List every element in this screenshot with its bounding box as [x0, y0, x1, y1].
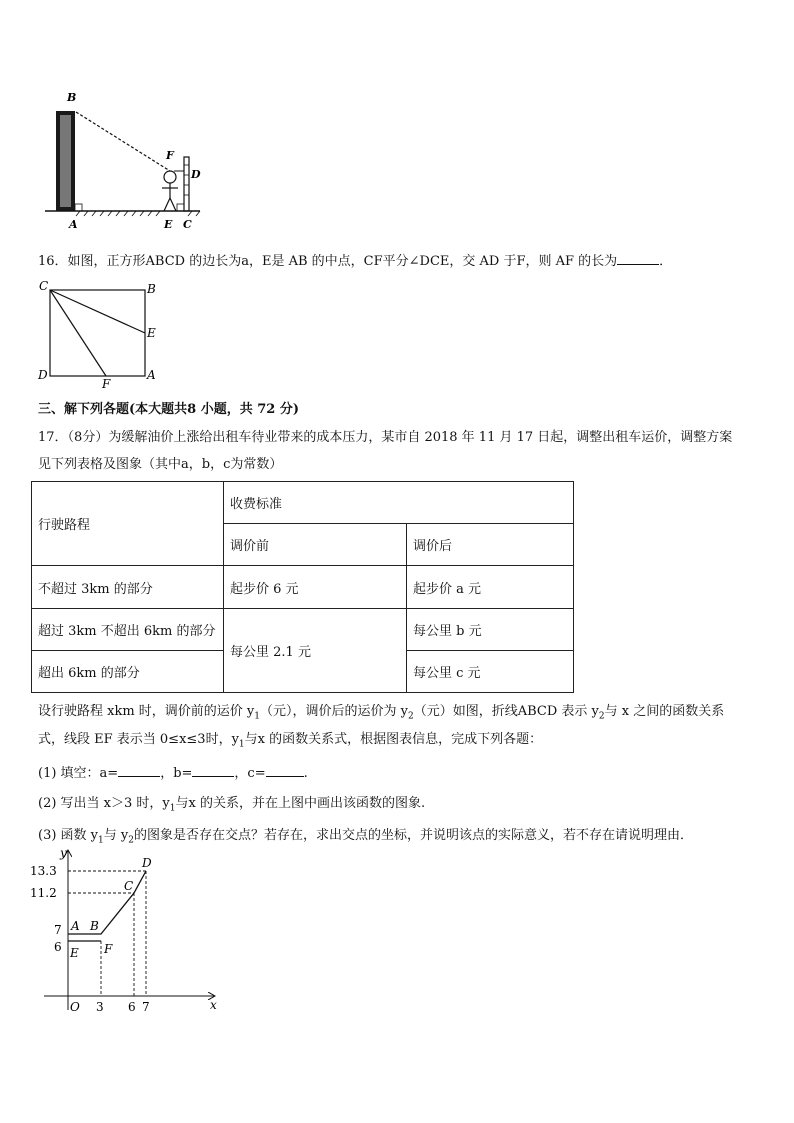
figure-building-shadow — [40, 85, 210, 235]
q17-line2: 见下列表格及图象（其中a，b，c为常数） — [38, 457, 283, 472]
table-cell: 每公里 2.1 元 — [224, 609, 407, 693]
table-cell: 起步价 6 元 — [224, 566, 407, 609]
person-leg — [170, 198, 176, 211]
fare-table — [31, 481, 574, 693]
fig1-label-D: D — [191, 168, 201, 181]
point-F: F — [104, 942, 113, 956]
table-cell: 起步价 a 元 — [407, 566, 574, 609]
table-cell: 超出 6km 的部分 — [32, 651, 224, 693]
sight-line — [76, 112, 170, 171]
person-head — [164, 171, 176, 183]
fig1-label-A: A — [69, 218, 78, 231]
label-C: C — [39, 280, 49, 293]
table-cell: 每公里 b 元 — [407, 609, 574, 651]
figure-square-abcd — [36, 280, 166, 390]
q17-desc-line1: 设行驶路程 xkm 时，调价前的运价 $y_1$（元），调价后的运价为 $y_2$（元）如图，折线ABCD 表示 $y_2$与 x 之间的函数关系 — [38, 704, 725, 722]
label-A: A — [147, 368, 156, 382]
table-cell: 超过 3km 不超出 6km 的部分 — [32, 609, 224, 651]
person-leg — [164, 198, 170, 211]
y-axis-label: y — [60, 846, 67, 860]
header-before: 调价前 — [224, 524, 407, 566]
header-after: 调价后 — [407, 524, 574, 566]
x-axis-label: x — [210, 998, 217, 1012]
y-tick: 7 — [54, 923, 62, 937]
q17-desc-line2: 式，线段 EF 表示当 0≤x≤3时，$y_1$与x 的函数关系式，根据图表信息，完成下列各题： — [38, 732, 543, 750]
label-D: D — [38, 368, 48, 382]
q16-text: 16．如图，正方形ABCD 的边长为a，E是 AB 的中点，CF平分∠DCE，交 AD 于F，则 AF 的长为 ． — [38, 250, 672, 272]
building-texture — [60, 115, 71, 207]
table-cell: 每公里 c 元 — [407, 651, 574, 693]
point-E: E — [70, 946, 79, 960]
table-cell: 不超过 3km 的部分 — [32, 566, 224, 609]
fig1-label-E: E — [164, 218, 173, 231]
header-standard: 收费标准 — [224, 482, 574, 524]
point-A: A — [71, 919, 80, 933]
section-heading: 三、解下列各题(本大题共8 小题，共 72 分) — [38, 402, 300, 417]
label-F: F — [102, 377, 111, 390]
label-B: B — [147, 282, 156, 296]
header-distance: 行驶路程 — [32, 482, 224, 566]
point-B: B — [90, 919, 99, 933]
y-tick: 11.2 — [30, 886, 57, 900]
right-angle-mark — [75, 204, 82, 211]
point-C: C — [124, 879, 134, 893]
x-tick: 7 — [142, 1000, 150, 1014]
y-tick: 13.3 — [30, 864, 57, 878]
fig1-label-B: B — [67, 91, 77, 104]
label-E: E — [147, 326, 156, 340]
q17-part3: (3) 函数 $y_1$与 $y_2$的图象是否存在交点？若存在，求出交点的坐标，并说明该点的实际意义，若不存在请说明理由． — [38, 828, 693, 846]
answer-blank-a — [118, 762, 160, 777]
answer-blank — [617, 250, 659, 265]
point-D: D — [142, 856, 152, 870]
q17-part2: (2) 写出当 x＞3 时，$y_1$与x 的关系，并在上图中画出该函数的图象. — [38, 796, 426, 814]
q17-part1: (1) 填空：a= ，b= ，c= . — [38, 762, 308, 784]
right-angle-mark — [177, 204, 184, 211]
x-tick: 3 — [96, 1000, 104, 1014]
x-tick: 6 — [128, 1000, 136, 1014]
fig1-label-F: F — [166, 149, 174, 162]
fig1-label-C: C — [183, 218, 192, 231]
answer-blank-b — [192, 762, 234, 777]
answer-blank-c — [266, 762, 304, 777]
fare-graph — [28, 845, 228, 1015]
y-tick: 6 — [54, 940, 62, 954]
q17-line1: 17．（8分）为缓解油价上涨给出租车待业带来的成本压力，某市自 2018 年 11 月 17 日起，调整出租车运价，调整方案 — [38, 430, 733, 445]
origin-label: O — [70, 1000, 80, 1014]
